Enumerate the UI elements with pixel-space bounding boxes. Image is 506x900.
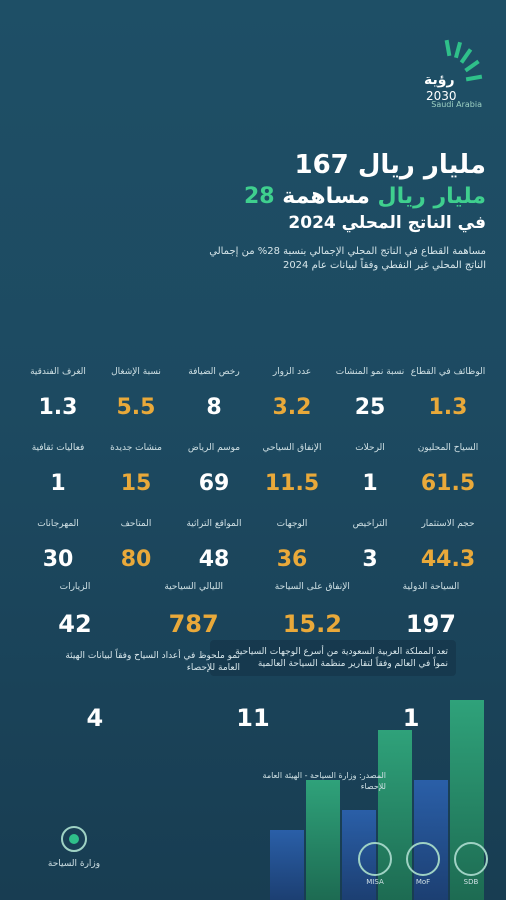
stat-value: 69 [198,471,230,496]
footer-logo-label: SDB [463,878,479,886]
stat-value: 48 [198,547,230,572]
stat-label: موسم الرياض [187,443,241,453]
bg-bar [270,830,304,900]
stat-value: 1.3 [428,395,468,420]
stat-item [98,443,174,496]
wide-stat [257,582,367,638]
stat-value: 3.2 [272,395,312,420]
stat-value: 787 [168,610,219,638]
stat-label: نسبة الإشغال [111,367,161,377]
stat-item [176,443,252,496]
stats-row [20,350,486,420]
stat-item [332,443,408,496]
vision-2030-logo [416,36,486,106]
headline [186,150,486,273]
stat-item [410,443,486,496]
headline-highlight: 28 مليار ريال [243,184,486,209]
stat-item [98,367,174,420]
stat-label: الزيارات [59,582,91,592]
stat-label: الإنفاق السياحي [262,443,322,453]
stat-item [176,519,252,572]
stat-value: 1 [362,471,378,496]
stat-item [410,367,486,420]
footer-logo-item [358,842,392,886]
logo-caption: Saudi Arabia [431,100,482,109]
stat-value: 80 [120,547,152,572]
stat-value: 15 [120,471,152,496]
wide-stat [376,582,486,638]
stat-label: عدد الزوار [272,367,312,377]
headline-line2-pre: مساهمة [282,184,370,209]
stat-value: 8 [206,395,222,420]
source-note: المصدر: وزارة السياحة - الهيئة العامة للإحصاء [262,771,386,791]
wide-stat [139,582,249,638]
footer-logos [358,842,488,886]
stat-value: 11.5 [264,471,320,496]
footer-left-logo [24,824,124,870]
stat-item [254,443,330,496]
bottom-number: 1 [402,704,420,732]
stat-item [254,367,330,420]
stat-label: منشآت جديدة [110,443,162,453]
stat-label: نسبة نمو المنشآت [335,367,405,377]
bottom-numbers [20,700,486,732]
stat-label: المتاحف [120,519,152,529]
footer-logo-item [454,842,488,886]
stat-label: الليالي السياحية [164,582,223,592]
stat-label: المهرجانات [37,519,79,529]
stat-item [332,367,408,420]
headline-line1: 167 مليار ريال [294,150,486,180]
stat-label: فعاليات ثقافية [31,443,85,453]
stat-value: 1 [50,471,66,496]
stat-label: الوظائف في القطاع [410,367,486,377]
stat-label: الغرف الفندقية [30,367,86,377]
stat-value: 3 [362,547,378,572]
stat-value: 30 [42,547,74,572]
stat-value: 42 [58,610,92,638]
bg-bar [306,780,340,900]
misa-logo-icon [358,842,392,876]
ministry-logo-icon [54,824,94,854]
stat-label: الوجهات [276,519,308,529]
intro-text: مساهمة القطاع في الناتج المحلي الإجمالي بنسبة 28% من إجمالي الناتج المحلي غير النفطي وفقاً لبيانات عام 2024 [209,246,486,271]
stat-item [98,519,174,572]
footer-left-label: وزارة السياحة [47,859,101,869]
wide-stats [20,582,486,638]
stat-label: التراخيص [352,519,388,529]
headline-line2 [186,184,486,209]
stat-item [332,519,408,572]
bottom-number: 4 [86,704,104,732]
stat-label: الرحلات [355,443,385,453]
footer-logo-label: MoF [415,878,431,886]
footer-logo-item [406,842,440,886]
stat-item [254,519,330,572]
stat-value: 36 [276,547,308,572]
stat-item [410,519,486,572]
notice-text: نمو ملحوظ في أعداد السياح وفقاً لبيانات الهيئة العامة للإحصاء [65,651,240,673]
stat-item [20,443,96,496]
stats-row [20,426,486,496]
stat-value: 5.5 [116,395,156,420]
stat-value: 61.5 [420,471,476,496]
headline-line3: في الناتج المحلي 2024 [288,213,486,233]
bottom-number: 11 [236,704,270,732]
stat-value: 25 [354,395,386,420]
stat-label: السياح المحليون [417,443,479,453]
sdb-logo-icon [454,842,488,876]
logo-line1: رؤية [424,72,455,88]
stat-label: السياحة الدولية [402,582,460,592]
mof-logo-icon [406,842,440,876]
stat-label: رخص الضيافة [188,367,240,377]
stat-item [20,519,96,572]
stats-grid [20,350,486,638]
wide-stat [20,582,130,638]
stat-item [20,367,96,420]
stat-value: 15.2 [282,610,342,638]
stat-item [176,367,252,420]
logo-line2: 2030 [426,89,457,103]
stat-label: حجم الاستثمار [421,519,475,529]
stat-label: المواقع التراثية [186,519,242,529]
stat-value: 197 [405,610,457,638]
stats-row [20,502,486,572]
stat-value: 44.3 [420,547,476,572]
notice-box: تعد المملكة العربية السعودية من أسرع الوجهات السياحية نمواً في العالم وفقاً لتقارير منظمة السياحة العالمية [210,640,456,676]
stat-label: الإنفاق على السياحة [274,582,350,592]
footer-logo-label: MISA [366,878,384,886]
stat-value: 1.3 [38,395,78,420]
